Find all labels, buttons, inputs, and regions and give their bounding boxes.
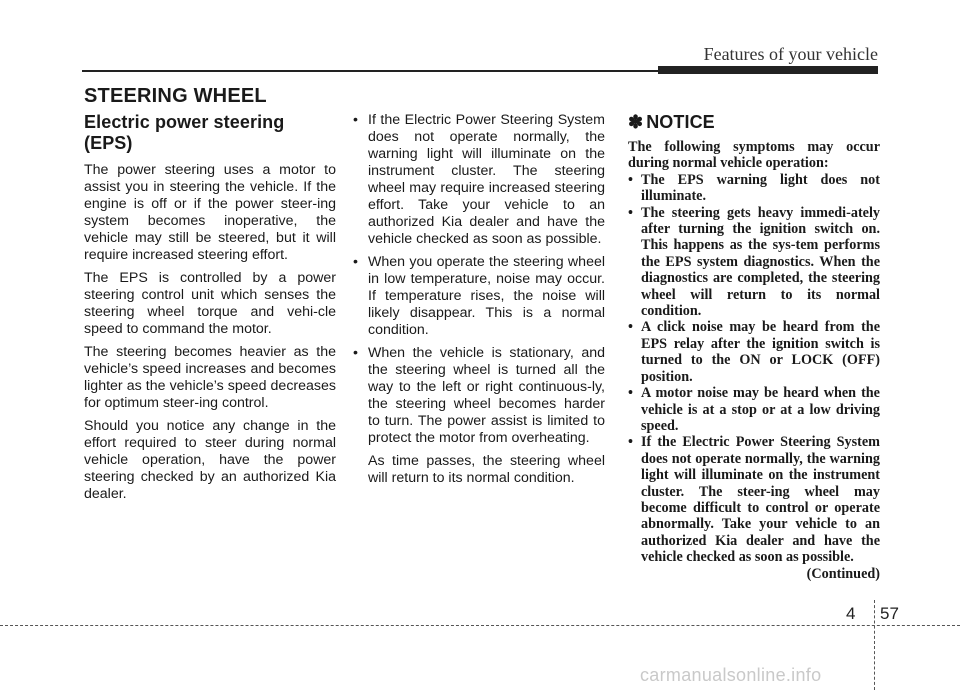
notice-bullet-text: A motor noise may be heard when the vehicle is at a stop or at a low driving speed. (641, 385, 880, 434)
paragraph: The EPS is controlled by a power steering control unit which senses the steering wheel torque and vehi-cle speed to command the motor. (84, 270, 336, 337)
watermark-text: carmanualsonline.info (640, 665, 822, 685)
notice-bullet-text: If the Electric Power Steering System does not operate normally, the warning light will illuminate on the instrument cluster. The steer-ing wheel may become difficult to control or operate abnormally. Take your vehicle to an authorized Kia dealer and have the vehicle checked as soon as possible. (641, 434, 880, 566)
notice-bullet (628, 319, 880, 385)
bullet-item (353, 345, 605, 447)
notice-bullet (628, 434, 880, 565)
notice-bullet-text: The steering gets heavy immedi-ately after turning the ignition switch on. This happens as the sys-tem performs the EPS system diagnostics. When the diagnostics are completed, the steering wheel will return to its normal condition. (641, 204, 880, 320)
bullet-item (353, 254, 605, 339)
notice-box (628, 112, 880, 583)
bullet-icon: • (353, 254, 358, 270)
paragraph: The steering becomes heavier as the vehicle’s speed increases and becomes lighter as the vehicle’s speed decreases for optimum steer-ing control. (84, 344, 336, 411)
bullet-text: When the vehicle is stationary, and the steering wheel is turned all the way to the left or right continuous-ly, the steering wheel becomes harder to turn. The power assist is limited to protect the motor from overheating. (368, 345, 605, 446)
bullet-icon: • (353, 112, 358, 128)
bullet-icon: • (628, 319, 633, 336)
header-bar (658, 66, 878, 74)
bullet-icon: • (628, 204, 633, 221)
bullet-icon: • (628, 434, 633, 451)
notice-heading (628, 112, 880, 133)
paragraph: Should you notice any change in the effort required to steer during normal vehicle operation, have the power steering checked by an authorized Kia dealer. (84, 418, 336, 502)
notice-bullet (628, 385, 880, 434)
subheading-eps: Electric power steering (EPS) (84, 112, 285, 153)
running-header-title: Features of your vehicle (703, 44, 878, 64)
continued-label: (Continued) (806, 565, 880, 582)
bullet-icon: • (628, 171, 633, 188)
notice-star-icon: ✽ (628, 112, 644, 132)
footer-rule (0, 625, 960, 626)
chapter-number: 4 (846, 604, 856, 623)
paragraph: The power steering uses a motor to assist you in steering the vehicle. If the engine is off or if the power steer-ing system becomes inoperative, the vehicle may still be steered, but it will require increased steering effort. (84, 162, 336, 263)
notice-bullet-text: The EPS warning light does not illuminate. (641, 171, 880, 205)
footer-divider (874, 600, 875, 690)
notice-bullet (628, 205, 880, 320)
notice-bullet-text: A click noise may be heard from the EPS relay after the ignition switch is turned to the ON or LOCK (OFF) position. (641, 319, 880, 385)
notice-intro: The following symptoms may occur during normal vehicle operation: (628, 139, 880, 172)
column-2 (353, 112, 605, 493)
notice-heading-text: NOTICE (646, 112, 715, 132)
bullet-item (353, 112, 605, 248)
bullet-text: If the Electric Power Steering System does not operate normally, the warning light will illuminate on the instrument cluster. The steering wheel may require increased steering effort. Take your vehicle to an authorized Kia dealer and have the vehicle checked as soon as possible. (368, 112, 605, 247)
notice-bullet (628, 172, 880, 205)
header-rule (82, 70, 658, 72)
column-1 (84, 112, 336, 509)
section-title: STEERING WHEEL (84, 85, 267, 107)
bullet-icon: • (353, 345, 358, 361)
bullet-text: When you operate the steering wheel in low temperature, noise may occur. If temperature rises, the noise will likely disappear. This is a normal condition. (368, 254, 605, 338)
continuation-paragraph: As time passes, the steering wheel will return to its normal condition. (368, 453, 605, 486)
bullet-icon: • (628, 385, 633, 402)
page-number: 57 (880, 604, 899, 623)
